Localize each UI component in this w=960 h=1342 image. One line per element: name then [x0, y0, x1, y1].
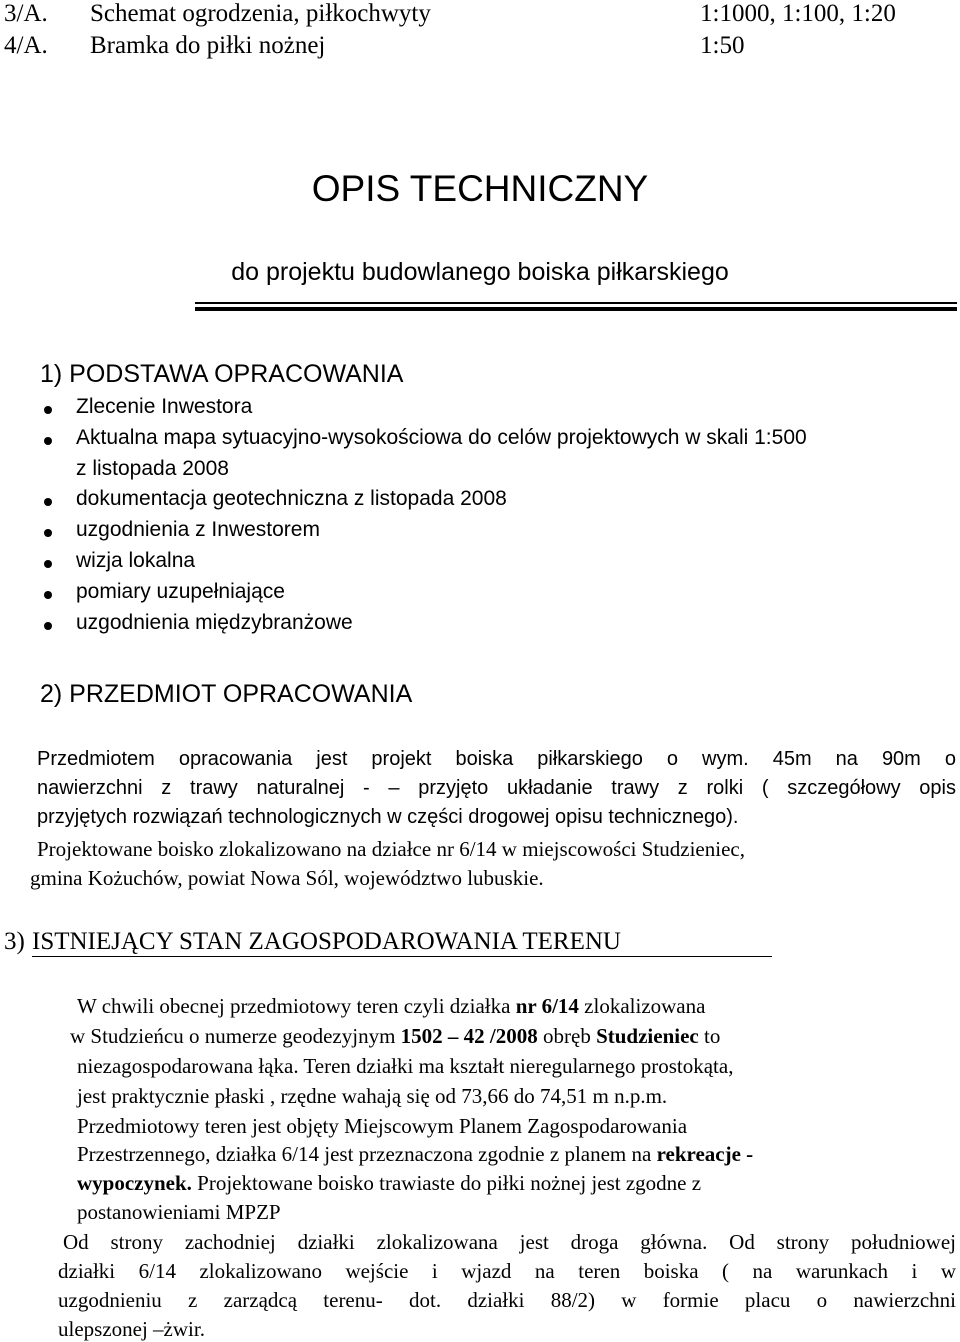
bullet-icon	[44, 622, 52, 630]
paragraph-line: niezagospodarowana łąka. Teren działki ma kształt nieregularnego prostokąta,	[77, 1054, 734, 1078]
page-subtitle: do projektu budowlanego boiska piłkarskiego	[231, 258, 729, 286]
drawing-scale: 1:1000, 1:100, 1:20	[700, 0, 896, 27]
drawing-scale: 1:50	[700, 32, 745, 59]
paragraph-line: W chwili obecnej przedmiotowy teren czyli działka nr 6/14 zlokalizowana	[77, 994, 706, 1018]
heading-underline	[32, 956, 772, 957]
paragraph-line: przyjętych rozwiązań technologicznych w części drogowej opisu technicznego).	[37, 806, 739, 828]
paragraph-line: gmina Kożuchów, powiat Nowa Sól, województwo lubuskie.	[30, 866, 544, 890]
paragraph-line: w Studzieńcu o numerze geodezyjnym 1502 – 42 /2008 obręb Studzieniec to	[70, 1024, 721, 1048]
section-1-heading: 1) PODSTAWA OPRACOWANIA	[40, 360, 404, 388]
bullet-icon	[44, 406, 52, 414]
section-3-number: 3)	[4, 928, 25, 955]
paragraph-line: ulepszonej –żwir.	[58, 1317, 205, 1341]
title-rule-top	[195, 302, 957, 304]
paragraph-line: jest praktycznie płaski , rzędne wahają się od 73,66 do 74,51 m n.p.m.	[77, 1084, 668, 1108]
section-3-heading: ISTNIEJĄCY STAN ZAGOSPODAROWANIA TERENU	[32, 928, 621, 955]
page-title: OPIS TECHNICZNY	[311, 168, 649, 209]
paragraph-line: uzgodnieniu z zarządcą terenu- dot. działki 88/2) w formie placu o nawierzchni	[58, 1288, 956, 1312]
list-item: uzgodnienia z Inwestorem	[76, 518, 320, 541]
paragraph-line: Przestrzennego, działka 6/14 jest przeznaczona zgodnie z planem na rekreacje -	[77, 1142, 754, 1166]
drawing-name: Schemat ogrodzenia, piłkochwyty	[90, 0, 431, 27]
bullet-icon	[44, 437, 52, 445]
list-item: wizja lokalna	[76, 549, 196, 572]
list-item: dokumentacja geotechniczna z listopada 2008	[76, 487, 507, 510]
section-2-heading: 2) PRZEDMIOT OPRACOWANIA	[40, 680, 413, 708]
bullet-icon	[44, 529, 52, 537]
paragraph-line: Przedmiotem opracowania jest projekt boiska piłkarskiego o wym. 45m na 90m o	[37, 748, 956, 770]
drawing-num: 3/A.	[4, 0, 48, 27]
bullet-icon	[44, 498, 52, 506]
list-item: Aktualna mapa sytuacyjno-wysokościowa do celów projektowych w skali 1:500	[76, 426, 807, 449]
bullet-icon	[44, 591, 52, 599]
paragraph-line: Projektowane boisko zlokalizowano na działce nr 6/14 w miejscowości Studzieniec,	[37, 837, 745, 861]
paragraph-line: Od strony zachodniej działki zlokalizowana jest droga główna. Od strony południowej	[63, 1230, 956, 1254]
list-item: pomiary uzupełniające	[76, 580, 285, 603]
paragraph-line: Przedmiotowy teren jest objęty Miejscowym Planem Zagospodarowania	[77, 1114, 688, 1138]
paragraph-line: wypoczynek. Projektowane boisko trawiaste do piłki nożnej jest zgodne z	[77, 1171, 702, 1195]
list-item: uzgodnienia międzybranżowe	[76, 611, 353, 634]
title-rule-bottom	[195, 307, 957, 311]
list-item-continuation: z listopada 2008	[76, 457, 229, 480]
bullet-icon	[44, 560, 52, 568]
list-item: Zlecenie Inwestora	[76, 395, 253, 418]
drawing-num: 4/A.	[4, 32, 48, 59]
paragraph-line: postanowieniami MPZP	[77, 1200, 281, 1224]
paragraph-line: nawierzchni z trawy naturalnej - – przyjęto układanie trawy z rolki ( szczegółowy opis	[37, 777, 956, 799]
drawing-name: Bramka do piłki nożnej	[90, 32, 326, 59]
paragraph-line: działki 6/14 zlokalizowano wejście i wjazd na teren boiska ( na warunkach i w	[58, 1259, 956, 1283]
